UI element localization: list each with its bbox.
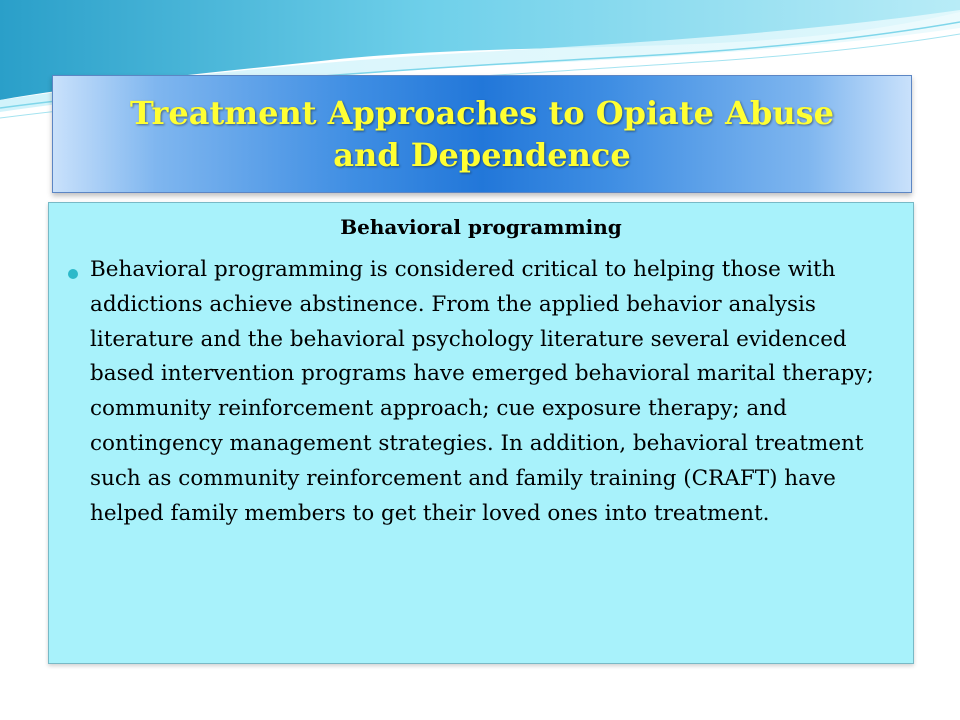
bullet-text: Behavioral programming is considered critical to helping those with addictions achieve abstinence. From the applied behavior analysis literature and the behavioral psychology literature several evidenced based intervention programs have emerged behavioral marital therapy; community reinforcement approach; cue exposure therapy; and contingency management strategies. In addition, behavioral treatment such as community reinforcement and family training (CRAFT) have helped family members to get their loved ones into treatment. (90, 257, 874, 526)
slide-title: Treatment Approaches to Opiate Abuse and Dependence (130, 94, 834, 174)
title-banner (52, 75, 912, 193)
bullet-dot-icon (68, 269, 78, 279)
content-panel (48, 202, 914, 664)
section-subheading: Behavioral programming (340, 215, 622, 239)
